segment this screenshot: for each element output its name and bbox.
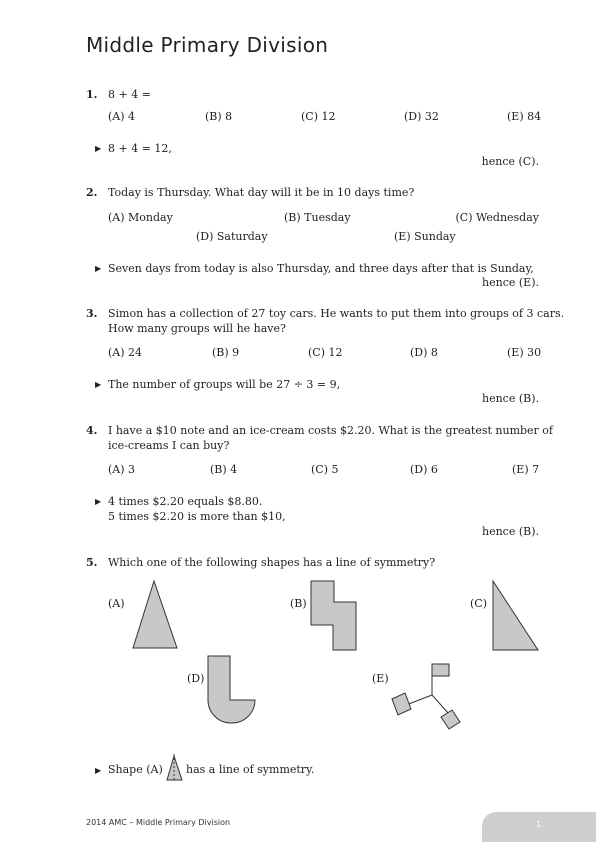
solution-text-line-2: 5 times $2.20 is more than $10, — [108, 510, 286, 523]
option-b: (B) Tuesday — [284, 211, 351, 224]
question-number: 1. — [86, 88, 98, 101]
option-e: (E) 7 — [512, 463, 540, 476]
option-d: (D) 32 — [404, 110, 439, 123]
option-b-label: (B) — [290, 597, 307, 610]
option-e: (E) 84 — [507, 110, 542, 123]
page-number: 1 — [536, 820, 542, 829]
option-c: (C) 12 — [308, 346, 343, 359]
question-text-line-1: Simon has a collection of 27 toy cars. He wants to put them into groups of 3 cars. — [108, 307, 565, 320]
shape-d-j-shape — [207, 655, 257, 725]
shape-b-stepped-polygon — [310, 580, 358, 652]
option-d: (D) 8 — [410, 346, 438, 359]
solution-text-after: has a line of symmetry. — [186, 763, 315, 776]
question-text-line-2: How many groups will he have? — [108, 322, 286, 335]
triangle-symmetry-icon — [166, 754, 184, 782]
option-e: (E) Sunday — [394, 230, 456, 243]
solution-text: The number of groups will be 27 ÷ 3 = 9, — [108, 378, 341, 391]
option-c: (C) Wednesday — [455, 211, 539, 224]
answer-text: hence (B). — [481, 392, 539, 405]
answer-text: hence (E). — [482, 276, 539, 289]
question-text: Today is Thursday. What day will it be in 10 days time? — [108, 186, 415, 199]
option-c-label: (C) — [470, 597, 487, 610]
option-a-label: (A) — [108, 597, 125, 610]
question-text-line-2: ice-creams I can buy? — [108, 439, 230, 452]
answer-text: hence (B). — [481, 525, 539, 538]
footer-text: 2014 AMC – Middle Primary Division — [86, 818, 231, 827]
bullet-icon: ▶ — [95, 497, 102, 506]
option-d: (D) 6 — [410, 463, 438, 476]
option-a: (A) 24 — [108, 346, 143, 359]
question-number: 2. — [86, 186, 98, 199]
question-text: Which one of the following shapes has a line of symmetry? — [108, 556, 436, 569]
solution-text-before: Shape (A) — [108, 763, 163, 776]
bullet-icon: ▶ — [95, 144, 102, 153]
option-a: (A) 3 — [108, 463, 136, 476]
question-number: 5. — [86, 556, 98, 569]
solution-text: Seven days from today is also Thursday, and three days after that is Sunday, — [108, 262, 534, 275]
bullet-icon: ▶ — [95, 264, 102, 273]
bullet-icon: ▶ — [95, 380, 102, 389]
solution-text-line-1: 4 times $2.20 equals $8.80. — [108, 495, 263, 508]
option-a: (A) 4 — [108, 110, 136, 123]
option-b: (B) 8 — [205, 110, 233, 123]
option-a: (A) Monday — [108, 211, 173, 224]
page-title: Middle Primary Division — [86, 33, 329, 57]
question-number: 4. — [86, 424, 98, 437]
question-text: 8 + 4 = — [108, 88, 151, 101]
solution-text: 8 + 4 = 12, — [108, 142, 172, 155]
shape-e-three-arm-figure — [390, 660, 465, 730]
option-e: (E) 30 — [507, 346, 542, 359]
question-text-line-1: I have a $10 note and an ice-cream costs $2.20. What is the greatest number of — [108, 424, 553, 437]
option-b: (B) 9 — [212, 346, 240, 359]
option-b: (B) 4 — [210, 463, 238, 476]
option-d-label: (D) — [187, 672, 205, 685]
option-e-label: (E) — [372, 672, 389, 685]
bullet-icon: ▶ — [95, 766, 102, 775]
question-number: 3. — [86, 307, 98, 320]
option-c: (C) 5 — [311, 463, 339, 476]
answer-text: hence (C). — [481, 155, 539, 168]
shape-a-isosceles-triangle — [132, 580, 178, 650]
shape-c-right-triangle — [492, 580, 540, 652]
option-c: (C) 12 — [301, 110, 336, 123]
option-d: (D) Saturday — [196, 230, 268, 243]
